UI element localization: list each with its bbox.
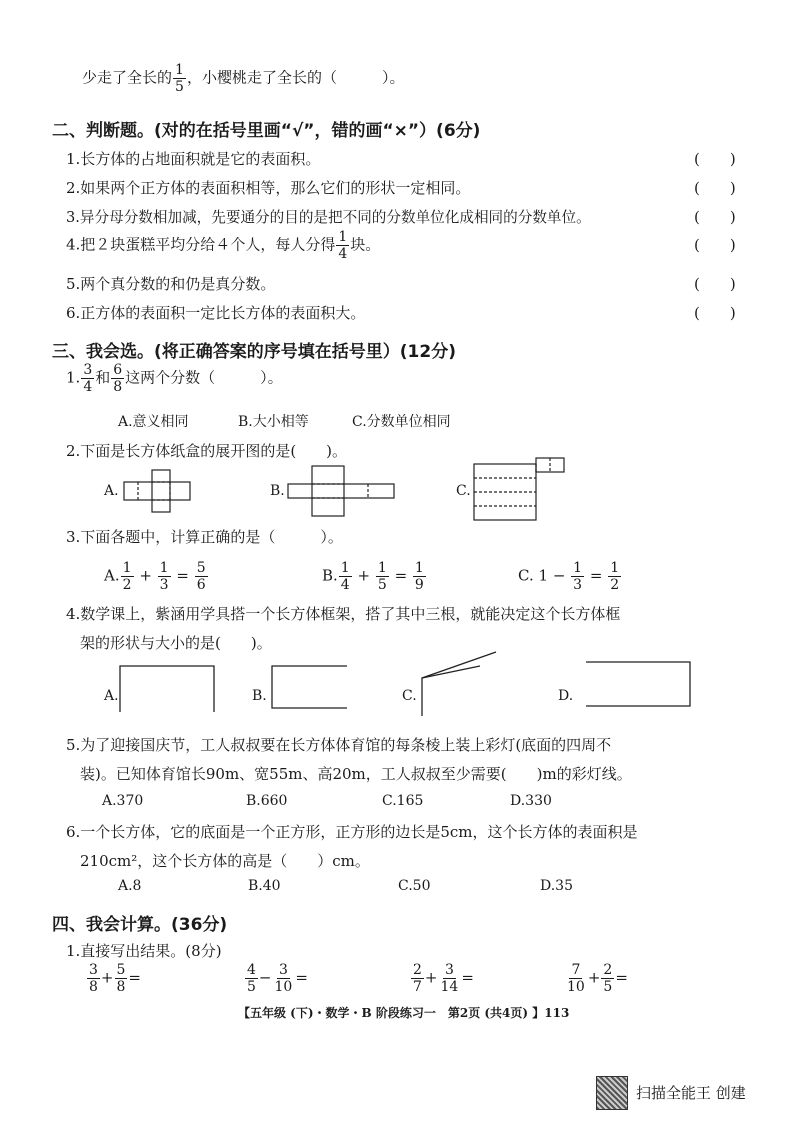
section-4-title: 四、我会计算。(36分) — [52, 915, 228, 935]
q5-option-d[interactable]: D.330 — [510, 793, 552, 809]
calc-expr-2[interactable]: $\frac{4}{5}$ − $\frac{3}{10}$ = — [247, 962, 308, 995]
section-2-title: 二、判断题。(对的在括号里画“√”，错的画“×”）(6分) — [52, 121, 481, 141]
choice-q5-line1: 5.为了迎接国庆节，工人叔叔要在长方体体育馆的每条棱上装上彩灯(底面的四周不 — [66, 736, 612, 754]
frame-diagram-b — [270, 664, 350, 714]
answer-paren-3[interactable]: ( ) — [694, 208, 736, 226]
q1-option-a[interactable]: A.意义相同 — [118, 414, 189, 430]
top-line: 少走了全长的 $\frac{1}{5}$ ，小樱桃走了全长的（ ）。 — [82, 62, 405, 95]
answer-paren-1[interactable]: ( ) — [694, 150, 736, 168]
q6-option-c[interactable]: C.50 — [398, 878, 431, 894]
answer-paren-4[interactable]: ( ) — [694, 236, 736, 254]
section-3-title: 三、我会选。(将正确答案的序号填在括号里）(12分) — [52, 342, 456, 362]
q4-label-d[interactable]: D. — [558, 688, 574, 704]
q3-option-c[interactable]: C. 1 − $\frac{1}{3}$ = $\frac{1}{2}$ — [518, 560, 620, 593]
q5-option-b[interactable]: B.660 — [246, 793, 288, 809]
fraction: $\frac{1}{5}$ — [175, 62, 184, 95]
answer-paren-6[interactable]: ( ) — [694, 304, 736, 322]
calc-expr-3[interactable]: $\frac{2}{7}$ + $\frac{3}{14}$ = — [413, 962, 474, 995]
calc-expr-1[interactable]: $\frac{3}{8}$ + $\frac{5}{8}$ = — [89, 962, 141, 995]
net-diagram-c — [474, 458, 569, 524]
frame-diagram-d — [584, 660, 694, 710]
calc-expr-4[interactable]: $\frac{7}{10}$ + $\frac{2}{5}$ = — [567, 962, 628, 995]
choice-q6-line2: 210cm²，这个长方体的高是（ ）cm。 — [80, 852, 370, 870]
choice-q4-line1: 4.数学课上，紫涵用学具搭一个长方体框架，搭了其中三根，就能决定这个长方体框 — [66, 605, 621, 623]
choice-q5-line2: 装)。已知体育馆长90m、宽55m、高20m，工人叔叔至少需要( )m的彩灯线。 — [80, 765, 632, 783]
q6-option-a[interactable]: A.8 — [118, 878, 142, 894]
q4-label-c[interactable]: C. — [402, 688, 417, 704]
q5-option-c[interactable]: C.165 — [382, 793, 424, 809]
net-diagram-a — [124, 470, 194, 516]
q4-label-a[interactable]: A. — [104, 688, 119, 704]
judge-item-6: 6.正方体的表面积一定比长方体的表面积大。 — [66, 304, 366, 322]
frame-diagram-a — [118, 664, 218, 714]
judge-item-4: 4.把２块蛋糕平均分给４个人，每人分得 $\frac{1}{4}$ 块。 — [66, 229, 381, 262]
scanner-watermark: 扫描全能王 创建 — [636, 1084, 746, 1102]
answer-paren-2[interactable]: ( ) — [694, 179, 736, 197]
q5-option-a[interactable]: A.370 — [102, 793, 144, 809]
choice-q1: 1. $\frac{3}{4}$ 和 $\frac{6}{8}$ 这两个分数（ ）。 — [66, 362, 283, 395]
net-diagram-b — [288, 466, 398, 516]
calc-q1: 1.直接写出结果。(8分) — [66, 942, 222, 960]
answer-paren-5[interactable]: ( ) — [694, 275, 736, 293]
q1-option-c[interactable]: C.分数单位相同 — [352, 414, 451, 430]
qr-code-icon — [596, 1076, 628, 1110]
fraction: $\frac{6}{8}$ — [113, 362, 123, 395]
q2-label-c[interactable]: C. — [456, 483, 471, 499]
q1-option-b[interactable]: B.大小相等 — [238, 414, 309, 430]
choice-q3: 3.下面各题中，计算正确的是（ ）。 — [66, 528, 343, 546]
judge-item-2: 2.如果两个正方体的表面积相等，那么它们的形状一定相同。 — [66, 179, 471, 197]
fraction: $\frac{3}{4}$ — [83, 362, 93, 395]
q3-option-b[interactable]: B. $\frac{1}{4}$ + $\frac{1}{5}$ = $\frac{1}{9}$ — [322, 560, 424, 593]
q6-option-d[interactable]: D.35 — [540, 878, 573, 894]
choice-q2: 2.下面是长方体纸盒的展开图的是( )。 — [66, 442, 348, 460]
choice-q4-line2: 架的形状与大小的是( )。 — [80, 634, 272, 652]
q3-option-a[interactable]: A. $\frac{1}{2}$ + $\frac{1}{3}$ = $\frac{5}{6}$ — [104, 560, 206, 593]
fraction: $\frac{1}{4}$ — [338, 229, 348, 262]
frame-diagram-c — [420, 650, 500, 720]
page-footer: 【五年级 (下)・数学・B 阶段练习一 第2页 (共4页) 】113 — [238, 1006, 570, 1020]
judge-item-1: 1.长方体的占地面积就是它的表面积。 — [66, 150, 321, 168]
judge-item-3: 3.异分母分数相加减，先要通分的目的是把不同的分数单位化成相同的分数单位。 — [66, 209, 591, 226]
q6-option-b[interactable]: B.40 — [248, 878, 281, 894]
q2-label-b[interactable]: B. — [270, 483, 285, 499]
choice-q6-line1: 6.一个长方体，它的底面是一个正方形，正方形的边长是5cm，这个长方体的表面积是 — [66, 823, 638, 841]
q2-label-a[interactable]: A. — [104, 483, 119, 499]
judge-item-5: 5.两个真分数的和仍是真分数。 — [66, 275, 276, 293]
q4-label-b[interactable]: B. — [252, 688, 267, 704]
